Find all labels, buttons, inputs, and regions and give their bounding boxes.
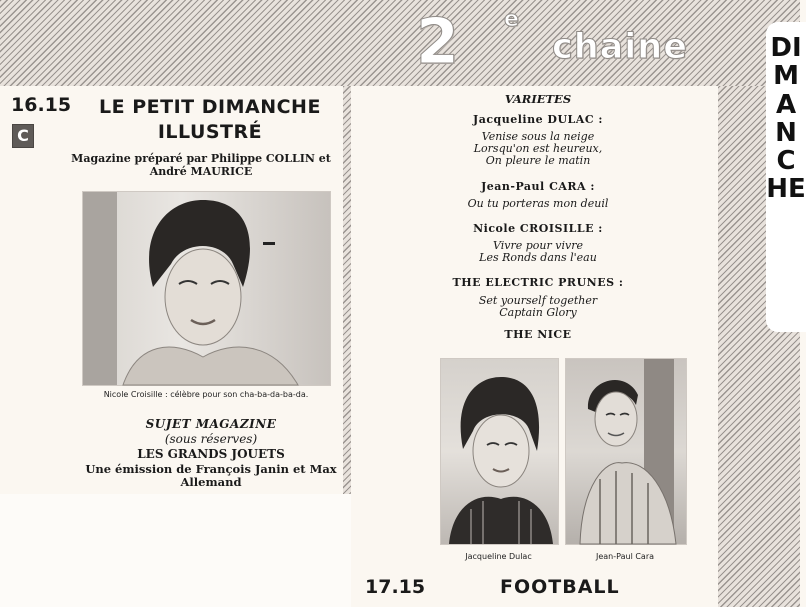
program-credits: Magazine préparé par Philippe COLLIN et André MAURICE — [71, 152, 331, 178]
photo-caption: Jacqueline Dulac — [465, 552, 532, 561]
varietes-heading: VARIETES — [504, 92, 572, 106]
artist-name: THE NICE — [504, 328, 572, 341]
artist-name: Nicole CROISILLE : — [473, 222, 603, 235]
program-time: 17.15 — [365, 576, 426, 598]
channel-title — [416, 6, 736, 80]
song-title: Venise sous la neige — [481, 130, 595, 143]
channel-suffix: e — [504, 7, 519, 32]
program-time: 16.15 — [11, 94, 72, 116]
segment-credits: Une émission de François Janin et Max Allemand — [85, 462, 337, 489]
artist-name: Jacqueline DULAC : — [473, 113, 603, 126]
colour-badge-icon: C — [12, 124, 34, 148]
song-title: Captain Glory — [499, 306, 577, 319]
song-title: On pleure le matin — [485, 154, 591, 167]
day-label: DIMANCHE — [766, 33, 806, 205]
portrait-illustration — [441, 359, 558, 544]
segment-note: (sous réserves) — [164, 432, 258, 446]
photo-jacqueline-dulac — [440, 358, 559, 545]
segment-name: LES GRANDS JOUETS — [137, 447, 285, 461]
song-title: Ou tu porteras mon deuil — [467, 197, 609, 210]
photo-jean-paul-cara — [565, 358, 687, 545]
photo-caption: Nicole Croisille : célèbre pour son cha-ba-da-ba-da. — [103, 390, 309, 399]
artist-name: Jean-Paul CARA : — [481, 180, 595, 193]
portrait-illustration — [566, 359, 686, 544]
song-title: Set yourself together — [478, 294, 598, 307]
program-title: FOOTBALL — [500, 576, 620, 598]
artist-name: THE ELECTRIC PRUNES : — [452, 276, 624, 289]
song-title: Les Ronds dans l'eau — [479, 251, 597, 264]
song-title: Lorsqu'on est heureux, — [473, 142, 603, 155]
segment-title: SUJET MAGAZINE — [145, 417, 277, 431]
channel-word: chaine — [552, 27, 688, 67]
photo-caption: Jean-Paul Cara — [595, 552, 655, 561]
channel-number: 2 — [416, 5, 460, 78]
song-title: Vivre pour vivre — [493, 239, 583, 252]
portrait-illustration — [83, 192, 330, 385]
program-title: LE PETIT DIMANCHE ILLUSTRÉ — [99, 96, 321, 143]
photo-nicole-croisille — [82, 191, 331, 386]
blank-area — [0, 494, 351, 607]
